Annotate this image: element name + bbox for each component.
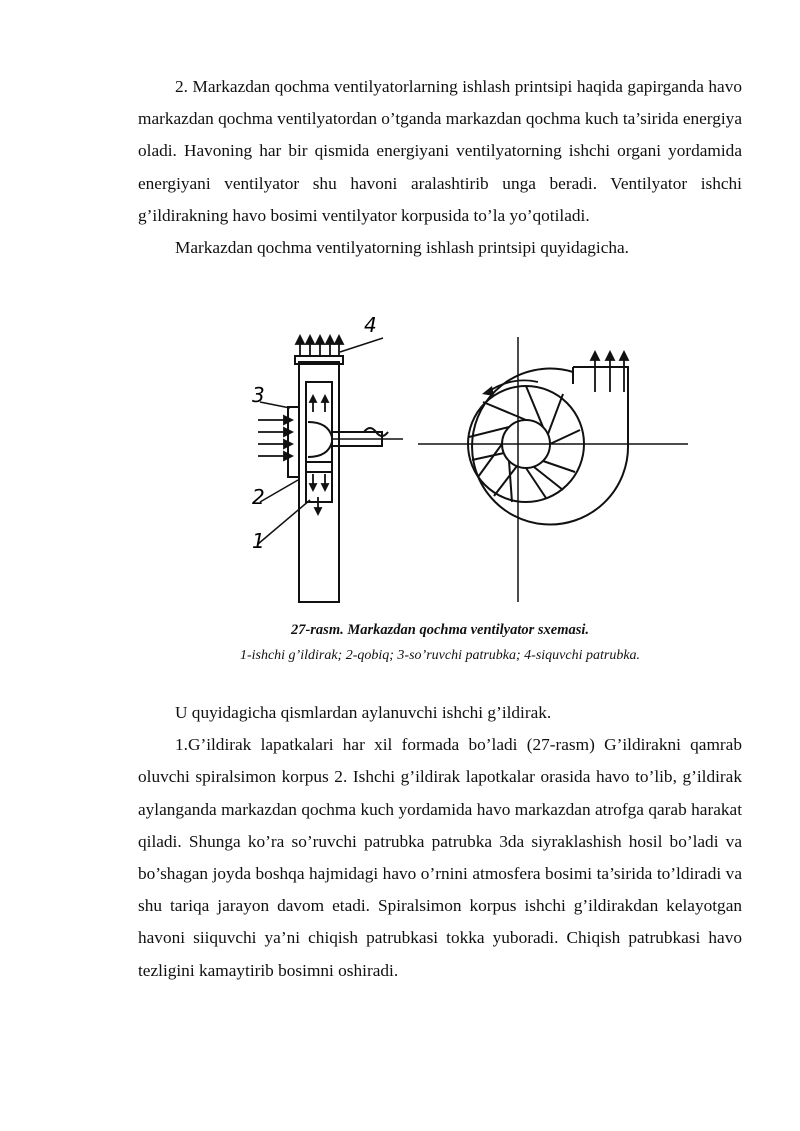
- figure-legend: 1-ishchi g’ildirak; 2-qobiq; 3-so’ruvchi patrubka; 4-siquvchi patrubka.: [239, 648, 641, 663]
- label-2: 2: [252, 485, 265, 509]
- paragraph-intro: Markazdan qochma ventilyatorning ishlash printsipi quyidagicha.: [175, 238, 630, 258]
- paragraph-parts: U quyidagicha qismlardan aylanuvchi ishchi g’ildirak.: [175, 703, 552, 722]
- fan-diagram: [228, 312, 708, 612]
- bottom-text: [138, 697, 742, 987]
- paragraph-impeller: 1.G’ildirak lapatkalari har xil formada bo’ladi (27-rasm) G’ildirakni qamrab oluvchi spiralsimon korpus 2. Ishchi g’ildirak lapotkalar orasida havo to’lib, g’ildirak aylanganda markazdan qochma kuch yordamida havo markazdan atrofga qarab harakat qiladi. Shunga ko’ra so’ruvchi patrubka patrubka 3da siyraklashish hosil bo’ladi va bo’shagan joyda boshqa hajmidagi havo o’rnini atmosfera bosimi ta’sirida to’ldiradi va shu tariqa jarayon davom etadi. Spiralsimon korpus ishchi g’ildirakdan kelayotgan havoni siiquvchi ya’ni chiqish patrubkasi tokka yuboradi. Chiqish patrubkasi havo tezligini kamaytirib bosimni oshiradi.: [138, 735, 742, 980]
- top-text: [138, 71, 742, 264]
- paragraph-principle: 2. Markazdan qochma ventilyatorlarning ishlash printsipi haqida gapirganda havo markazdan qochma ventilyatordan o’tganda markazdan qochma kuch ta’sirida energiya oladi. Havoning har bir qismida energiyani ventilyatorning ishchi organi yordamida energiyani ventilyator shu havoni aralashtirib unga beradi. Ventilyator ishchi g’ildirakning havo bosimi ventilyator korpusida to’la yo’qotiladi.: [138, 77, 742, 225]
- figure-caption: 27-rasm. Markazdan qochma ventilyator sxemasi.: [290, 622, 590, 638]
- label-3: 3: [252, 383, 265, 407]
- fan-schematic: [228, 312, 708, 612]
- label-4: 4: [364, 313, 377, 337]
- label-1: 1: [252, 529, 265, 553]
- impeller-side: [306, 382, 332, 472]
